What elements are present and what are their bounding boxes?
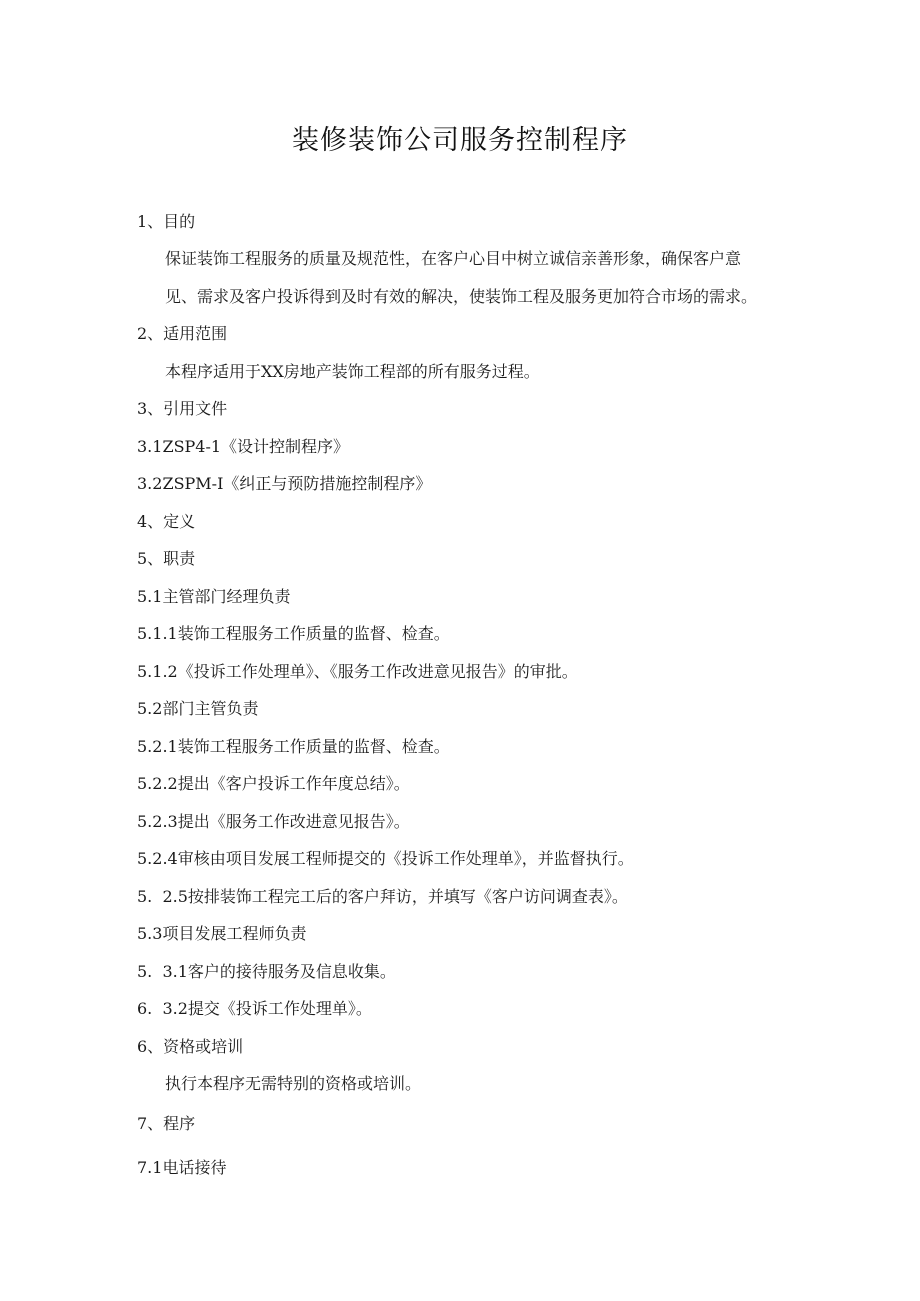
list-item: 5.2.1装饰工程服务工作质量的监督、检查。 bbox=[137, 737, 450, 756]
list-item: 3.1ZSP4-1《设计控制程序》 bbox=[137, 437, 350, 456]
list-item: 5.2.2提出《客户投诉工作年度总结》。 bbox=[137, 774, 410, 793]
section-heading-definitions: 4、定义 bbox=[137, 512, 196, 531]
subsection-heading: 5.1主管部门经理负责 bbox=[137, 587, 291, 606]
section-heading-procedure: 7、程序 bbox=[137, 1114, 196, 1133]
list-item: 5. 3.1客户的接待服务及信息收集。 bbox=[137, 962, 396, 981]
list-item: 6. 3.2提交《投诉工作处理单》。 bbox=[137, 999, 372, 1018]
list-item: 5.2.3提出《服务工作改进意见报告》。 bbox=[137, 812, 410, 831]
list-item: 3.2ZSPM-I《纠正与预防措施控制程序》 bbox=[137, 474, 432, 493]
document-title: 装修装饰公司服务控制程序 bbox=[292, 125, 628, 156]
section-heading-scope: 2、适用范围 bbox=[137, 324, 228, 343]
list-item: 5.2.4审核由项目发展工程师提交的《投诉工作处理单》，并监督执行。 bbox=[137, 849, 634, 868]
list-item: 5. 2.5按排装饰工程完工后的客户拜访，并填写《客户访问调查表》。 bbox=[137, 887, 628, 906]
paragraph-line: 见、需求及客户投诉得到及时有效的解决，使装饰工程及服务更加符合市场的需求。 bbox=[165, 287, 758, 306]
subsection-heading: 5.2部门主管负责 bbox=[137, 699, 259, 718]
paragraph-line: 本程序适用于XX房地产装饰工程部的所有服务过程。 bbox=[165, 362, 540, 381]
paragraph-line: 执行本程序无需特别的资格或培训。 bbox=[165, 1074, 422, 1093]
paragraph-line: 保证装饰工程服务的质量及规范性，在客户心目中树立诚信亲善形象，确保客户意 bbox=[165, 249, 742, 268]
section-heading-qualification: 6、资格或培训 bbox=[137, 1037, 244, 1056]
list-item: 5.1.2《投诉工作处理单》、《服务工作改进意见报告》的审批。 bbox=[137, 662, 578, 681]
subsection-heading: 5.3项目发展工程师负责 bbox=[137, 924, 307, 943]
section-heading-references: 3、引用文件 bbox=[137, 399, 228, 418]
subsection-heading: 7.1电话接待 bbox=[137, 1158, 227, 1177]
section-heading-responsibilities: 5、职责 bbox=[137, 549, 196, 568]
section-heading-purpose: 1、目的 bbox=[137, 212, 196, 231]
list-item: 5.1.1装饰工程服务工作质量的监督、检查。 bbox=[137, 624, 450, 643]
